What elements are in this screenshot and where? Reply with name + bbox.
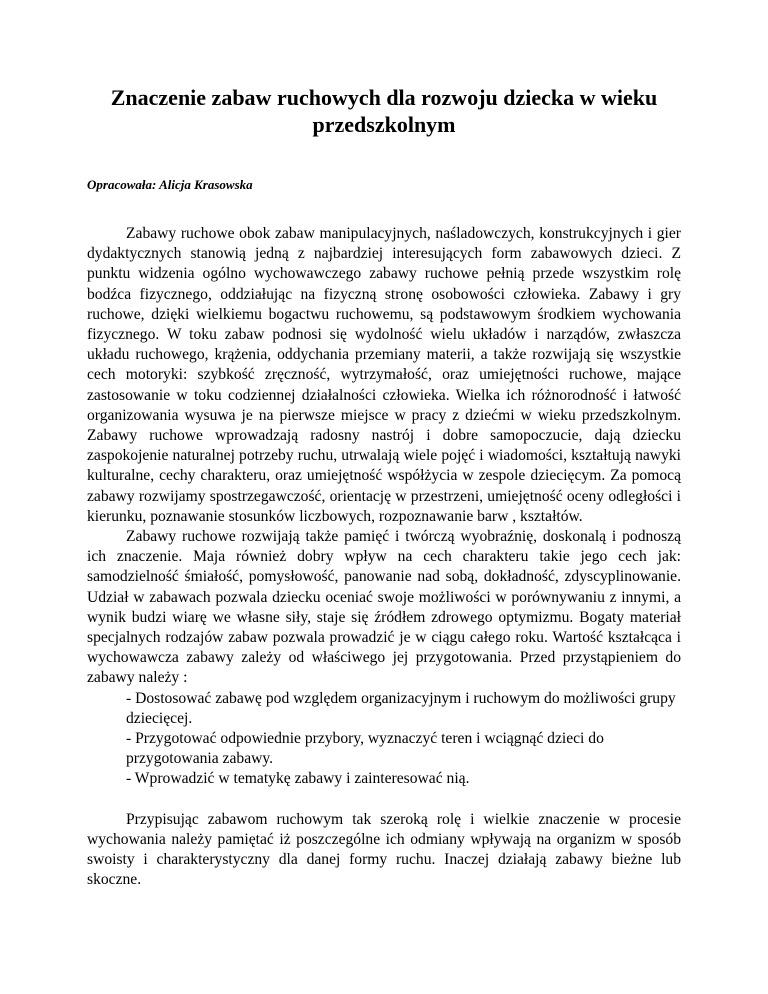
paragraph: Zabawy ruchowe obok zabaw manipulacyjnych, naśladowczych, konstrukcyjnych i gier dydaktycznych stanowią jedną z najbardziej interesujących form zabawowych dzieci. Z punktu widzenia ogólno wychowawczego zabawy ruchowe pełnią przede wszystkim rolę bodźca fizycznego, oddziałując na fizyczną stronę osobowości człowieka. Zabawy i gry ruchowe, dzięki wielkiemu bogactwu ruchowemu, są podstawowym środkiem wychowania fizycznego. W toku zabaw podnosi się wydolność wielu układów i narządów, zwłaszcza układu ruchowego, krążenia, oddychania przemiany materii, a także rozwijają się wszystkie cech motoryki: szybkość zręczność, wytrzymałość, oraz umiejętności ruchowe, mające zastosowanie w toku codziennej działalności człowieka. Wielka ich różnorodność i łatwość organizowania wysuwa je na pierwsze miejsce w pracy z dziećmi w wieku przedszkolnym. Zabawy ruchowe wprowadzają radosny nastrój i dobre samopoczucie, dają dziecku zaspokojenie naturalnej potrzeby ruchu, utrwalają wiele pojęć i wiadomości, kształtują nawyki kulturalne, cechy charakteru, oraz umiejętność współżycia w zespole dziecięcym. Za pomocą zabawy rozwijamy spostrzegawczość, orientację w przestrzeni, umiejętność oceny odległości i kierunku, poznawanie stosunków liczbowych, rozpoznawanie barw , kształtów. xyxy=(87,225,681,525)
paragraph: Przypisując zabawom ruchowym tak szeroką rolę i wielkie znaczenie w procesie wychowania należy pamiętać iż poszczególne ich odmiany wpływają na organizm w sposób swoisty i charakterystyczny dla danej formy ruchu. Inaczej działają zabawy bieżne lub skoczne. xyxy=(87,810,681,889)
list-item: - Dostosować zabawę pod względem organizacyjnym i ruchowym do możliwości grupy dziecięcej. xyxy=(126,689,676,727)
list-item: - Przygotować odpowiednie przybory, wyznaczyć teren i wciągnąć dzieci do przygotowania zabawy. xyxy=(126,730,604,768)
paragraph-spacer xyxy=(87,790,681,810)
paragraph: Zabawy ruchowe rozwijają także pamięć i twórczą wyobraźnię, doskonalą i podnoszą ich znaczenie. Maja również dobry wpływ na cech charakteru takie jego cech jak: samodzielność śmiałość, pomysłowość, panowanie nad sobą, dokładność, zdyscyplinowanie. Udział w zabawach pozwala dziecku oceniać swoje możliwości w porównywaniu z innymi, a wynik budzi wiarę we własne siły, staje się źródłem zdrowego optymizmu. Bogaty materiał specjalnych rodzajów zabaw pozwala prowadzić je w ciągu całego roku. Wartość kształcąca i wychowawcza zabawy zależy od właściwego jej przygotowania. Przed przystąpieniem do zabawy należy : xyxy=(87,528,681,687)
page-title: Znaczenie zabaw ruchowych dla rozwoju dziecka w wieku przedszkolnym xyxy=(110,85,658,137)
preparation-list xyxy=(87,689,681,790)
list-item: - Wprowadzić w tematykę zabawy i zainteresować nią. xyxy=(126,770,470,788)
author-line: Opracowała: Alicja Krasowska xyxy=(87,177,253,192)
document-body xyxy=(87,224,681,891)
